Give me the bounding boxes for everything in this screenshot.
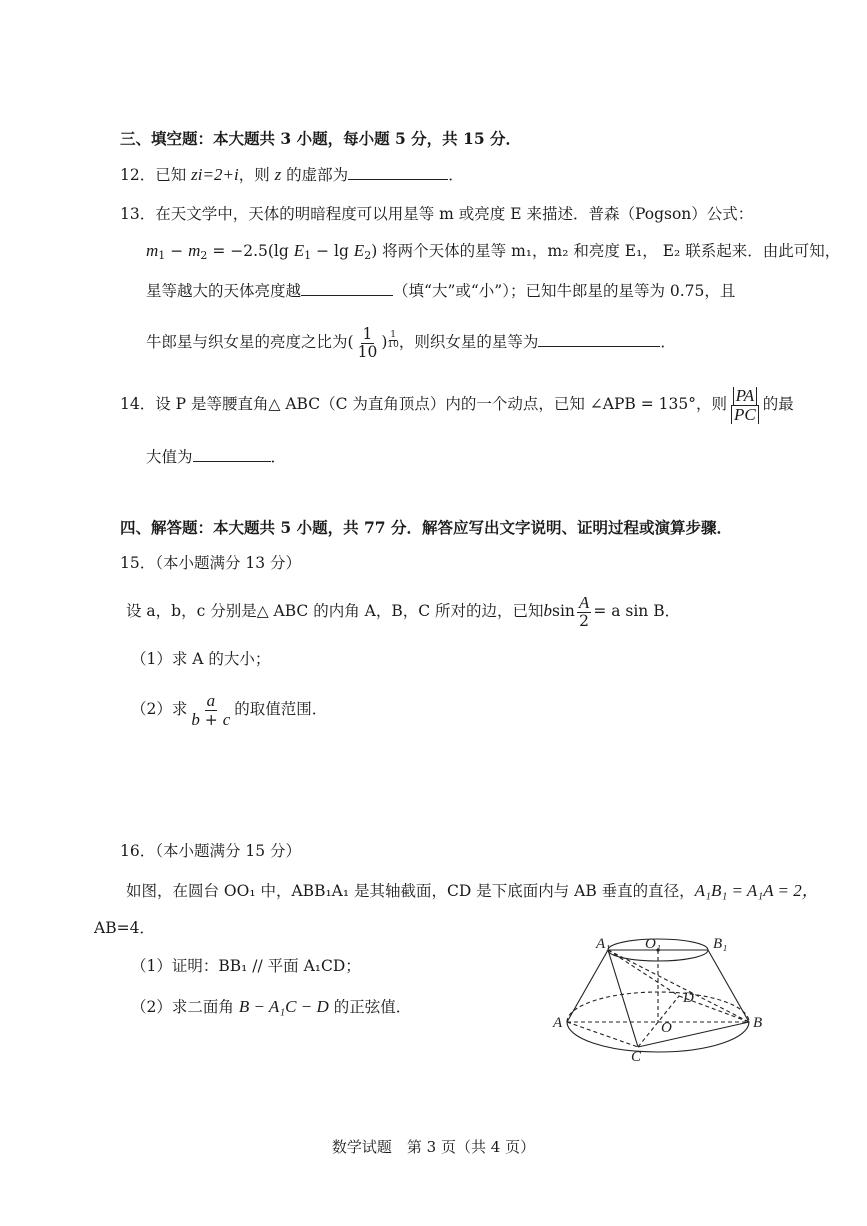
q13-number: 13．: [120, 205, 156, 223]
q16-part-1: （1）证明：BB₁ // 平面 A₁CD；: [131, 957, 361, 975]
edge-c-b: [638, 1022, 749, 1047]
q13-pogson-formula: $m_1 - m_2 = -2.5(\lg$ $E_1 - \lg E_2$): [146, 241, 378, 262]
q13-brightness-ratio: ( $\frac{1}{10}$ ) $\frac{1}{10}$: [347, 324, 399, 361]
q14-line2: 大值为: [146, 448, 193, 466]
q15-part2-fraction: $\frac{a}{b + c}$: [191, 690, 231, 729]
q14-text-b: 的最: [762, 395, 794, 413]
q12-text-c: ，则: [238, 166, 275, 184]
question-15-header: [120, 552, 301, 574]
q14-text-a: 设 P 是等腰直角△ ABC（C 为直角顶点）内的一个动点，已知 ∠APB = 135°，则: [155, 395, 727, 413]
question-13-line1: [120, 203, 753, 225]
question-16-stem1: [126, 880, 819, 902]
label-d: D: [683, 990, 694, 1006]
label-c: C: [631, 1049, 642, 1065]
q13-end: ．: [660, 333, 676, 351]
q13-answer-blank-2[interactable]: [538, 332, 660, 347]
question-15-part2: [131, 688, 327, 730]
q12-text-e: 的虚部为: [281, 166, 349, 184]
q15-part-1: （1）求 A 的大小；: [131, 650, 271, 668]
q15-number: 15．: [120, 554, 156, 572]
q15-condition: bsin $\frac{A}{2}$: [543, 593, 590, 630]
q12-variable: z: [274, 165, 282, 184]
question-13-line4: [146, 322, 676, 362]
page-footer: 数学试题 第 3 页（共 4 页）: [331, 1138, 536, 1156]
q14-answer-blank[interactable]: [193, 447, 271, 462]
section-3-title: 三、填空题：本大题共 3 小题，每小题 5 分，共 15 分．: [120, 129, 522, 148]
q14-end: ．: [270, 448, 287, 466]
q15-part2-a: （2）求: [131, 700, 188, 718]
q12-number: 12．: [120, 166, 156, 184]
q16-part2-b: B − A₁C − D: [238, 997, 329, 1016]
label-b1: B₁: [713, 936, 728, 952]
q12-equation: zi=2+i: [191, 165, 239, 184]
bottom-base-front-arc: [567, 1022, 749, 1052]
q12-end: ．: [448, 166, 464, 184]
question-13-line3: [146, 280, 735, 302]
q13-answer-blank-1[interactable]: [301, 281, 393, 296]
question-14-line1: [120, 382, 794, 426]
question-12: [120, 164, 464, 186]
q13-line2-tail: 将两个天体的星等 m₁，m₂ 和亮度 E₁， E₂ 联系起来．由此可知，: [377, 242, 841, 260]
q16-stem2: AB=4．: [94, 919, 155, 937]
q13-line3-b: （填“大”或“小”）；已知牛郎星的星等为 0.75，且: [393, 282, 736, 300]
q13-line4-b: ，则织女星的星等为: [398, 333, 539, 351]
q12-answer-blank[interactable]: [348, 165, 448, 180]
label-o1: O₁: [645, 936, 662, 952]
label-a1: A₁: [596, 936, 611, 952]
q16-part2-c: 的正弦值．: [333, 998, 412, 1016]
q16-part2-a: （2）求二面角: [131, 998, 234, 1016]
q16-number: 16．: [120, 842, 156, 860]
edge-a-c: [567, 1022, 638, 1047]
q15-stem-b: = a sin B．: [593, 602, 681, 620]
q14-ratio-fraction: $\frac{PA}{PC}$: [729, 387, 761, 424]
q13-line3-a: 星等越大的天体亮度越: [146, 282, 302, 300]
q12-text-a: 已知: [155, 166, 192, 184]
label-a: A: [553, 1015, 563, 1031]
frustum-figure: [545, 930, 785, 1065]
q15-stem-a: 设 a，b，c 分别是△ ABC 的内角 A，B，C 所对的边，已知: [126, 602, 544, 620]
q15-score: （本小题满分 13 分）: [155, 554, 302, 572]
label-o: O: [661, 1020, 672, 1036]
question-16-part2: [131, 996, 411, 1018]
question-13-line2: [146, 240, 840, 262]
slant-edge-left: [567, 950, 608, 1022]
question-16-header: [120, 840, 301, 862]
question-15-stem: [126, 590, 680, 632]
q13-line1: 在天文学中，天体的明暗程度可以用星等 m 或亮度 E 来描述．普森（Pogson）公式：: [155, 205, 754, 223]
q16-stem1-a: 如图，在圆台 OO₁ 中，ABB₁A₁ 是其轴截面，CD 是下底面内与 AB 垂直的直径，: [126, 882, 695, 900]
q16-score: （本小题满分 15 分）: [155, 842, 302, 860]
edge-a1-c: [608, 950, 638, 1047]
q14-number: 14．: [120, 395, 156, 413]
section-4-title: 四、解答题：本大题共 5 小题，共 77 分．解答应写出文字说明、证明过程或演算步骤．: [120, 518, 732, 537]
label-b: B: [753, 1015, 763, 1031]
question-14-line2: [146, 446, 286, 468]
q16-stem1-b: A₁B₁ = A₁A = 2，: [694, 881, 819, 900]
q13-line4-a: 牛郎星与织女星的亮度之比为: [146, 333, 348, 351]
edge-a1-b: [608, 950, 749, 1022]
q15-part2-b: 的取值范围．: [234, 700, 328, 718]
